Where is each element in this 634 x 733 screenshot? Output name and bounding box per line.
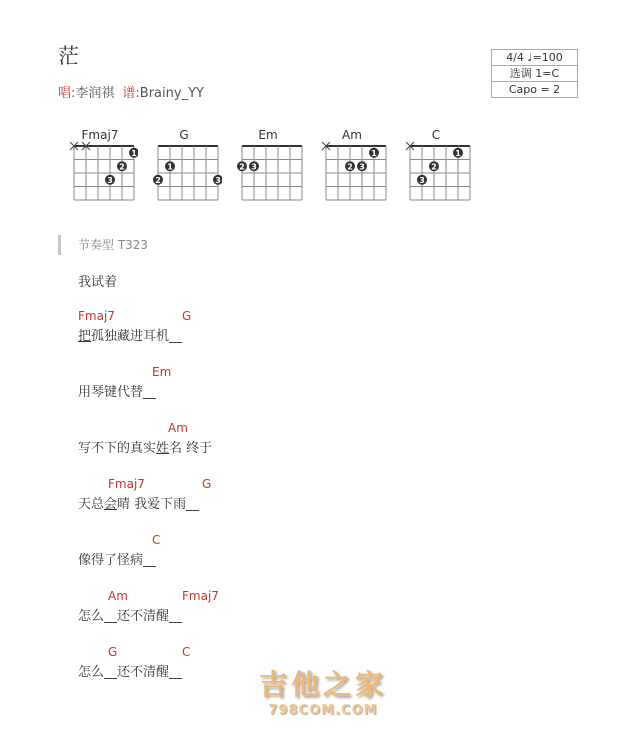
finger-dot <box>105 175 115 185</box>
svg-text:3: 3 <box>215 175 221 185</box>
watermark-name: 吉他之家 <box>258 668 387 701</box>
chord-diagram-em <box>234 128 298 208</box>
finger-dot <box>249 161 259 171</box>
lyric-line-1 <box>78 309 192 349</box>
song-credits <box>58 82 204 101</box>
chord-label: G <box>202 477 212 491</box>
lyric-text: 孤独藏进耳机__ <box>91 329 183 344</box>
finger-dot <box>357 161 367 171</box>
lyric-text: 怎么__还不清醒__ <box>78 665 183 680</box>
chord-grid <box>150 142 222 208</box>
lyric-line-6 <box>78 589 219 629</box>
chord-grid <box>402 142 474 208</box>
chord-label: Em <box>152 365 172 379</box>
site-watermark <box>248 663 398 718</box>
singer-name: 李润祺 <box>75 86 115 101</box>
chord-label: Am <box>108 589 128 603</box>
svg-text:2: 2 <box>239 162 245 172</box>
finger-dot <box>417 175 427 185</box>
chord-label: Am <box>168 421 188 435</box>
finger-dot <box>345 161 355 171</box>
lyric-line-2 <box>78 365 172 405</box>
lyric-text: 名 终于 <box>169 441 213 456</box>
chord-label: Fmaj7 <box>108 477 145 491</box>
finger-dot <box>213 175 222 185</box>
chord-grid <box>318 142 390 208</box>
chord-diagram-g <box>150 128 221 208</box>
tempo-info: 4/4 ♩=100 <box>492 50 577 66</box>
finger-dot <box>153 175 163 185</box>
chord-label: Fmaj7 <box>182 589 219 603</box>
chord-diagram-am <box>318 128 382 208</box>
song-title: 茫 <box>58 44 79 68</box>
key-info: 选调 1=C <box>492 66 577 82</box>
arranger-name: Brainy_YY <box>139 86 204 101</box>
intro-lyric: 我试着 <box>78 275 118 290</box>
lyric-line-7 <box>78 645 191 685</box>
svg-text:1: 1 <box>455 148 461 158</box>
chord-label: Fmaj7 <box>78 309 115 323</box>
lyric-text: 天总 <box>78 497 105 512</box>
lyric-text: 用琴键代替__ <box>78 385 157 400</box>
lyric-text: 晴 我爱下雨__ <box>117 497 200 512</box>
svg-text:1: 1 <box>371 148 377 158</box>
svg-text:1: 1 <box>167 162 173 172</box>
song-meta-box <box>491 49 578 98</box>
chord-label: G <box>182 309 192 323</box>
arranger-label: 谱: <box>122 86 140 101</box>
svg-text:3: 3 <box>419 175 425 185</box>
lyric-underlined: 把 <box>78 329 92 344</box>
chord-diagram-c <box>402 128 466 208</box>
chord-label: G <box>108 645 118 659</box>
lyric-underlined: 会 <box>104 497 118 512</box>
finger-dot <box>165 161 175 171</box>
chord-name: G <box>179 128 189 142</box>
chord-name: C <box>431 128 441 142</box>
svg-text:2: 2 <box>347 162 353 172</box>
singer-label: 唱: <box>58 86 76 101</box>
chord-name: Fmaj7 <box>81 128 119 142</box>
finger-dot <box>453 148 463 158</box>
rhythm-pattern: 节奏型 T323 <box>58 235 148 255</box>
chord-label: C <box>182 645 191 659</box>
lyric-underlined: 姓 <box>156 441 170 456</box>
lyric-line-5 <box>78 533 161 573</box>
chord-diagram-fmaj7 <box>66 128 137 208</box>
finger-dot <box>129 148 138 158</box>
chord-label: C <box>152 533 161 547</box>
svg-text:2: 2 <box>155 175 161 185</box>
chord-grid <box>234 142 306 208</box>
chord-grid <box>66 142 138 208</box>
finger-dot <box>429 161 439 171</box>
chord-name: Am <box>342 128 362 142</box>
svg-text:2: 2 <box>431 162 437 172</box>
watermark-site: 798COM.COM <box>268 703 378 718</box>
finger-dot <box>117 161 127 171</box>
lyric-text: 写不下的真实 <box>78 441 157 456</box>
lyric-line-3 <box>78 421 212 461</box>
finger-dot <box>369 148 379 158</box>
lyric-line-4 <box>78 477 212 517</box>
lyric-text: 像得了怪病__ <box>78 553 157 568</box>
chord-name: Em <box>258 128 278 142</box>
svg-text:1: 1 <box>131 148 137 158</box>
svg-text:2: 2 <box>119 162 125 172</box>
finger-dot <box>237 161 247 171</box>
svg-text:3: 3 <box>107 175 113 185</box>
lyric-text: 怎么__还不清醒__ <box>78 609 183 624</box>
svg-text:3: 3 <box>359 162 365 172</box>
capo-info: Capo = 2 <box>508 83 561 96</box>
svg-text:3: 3 <box>251 162 257 172</box>
